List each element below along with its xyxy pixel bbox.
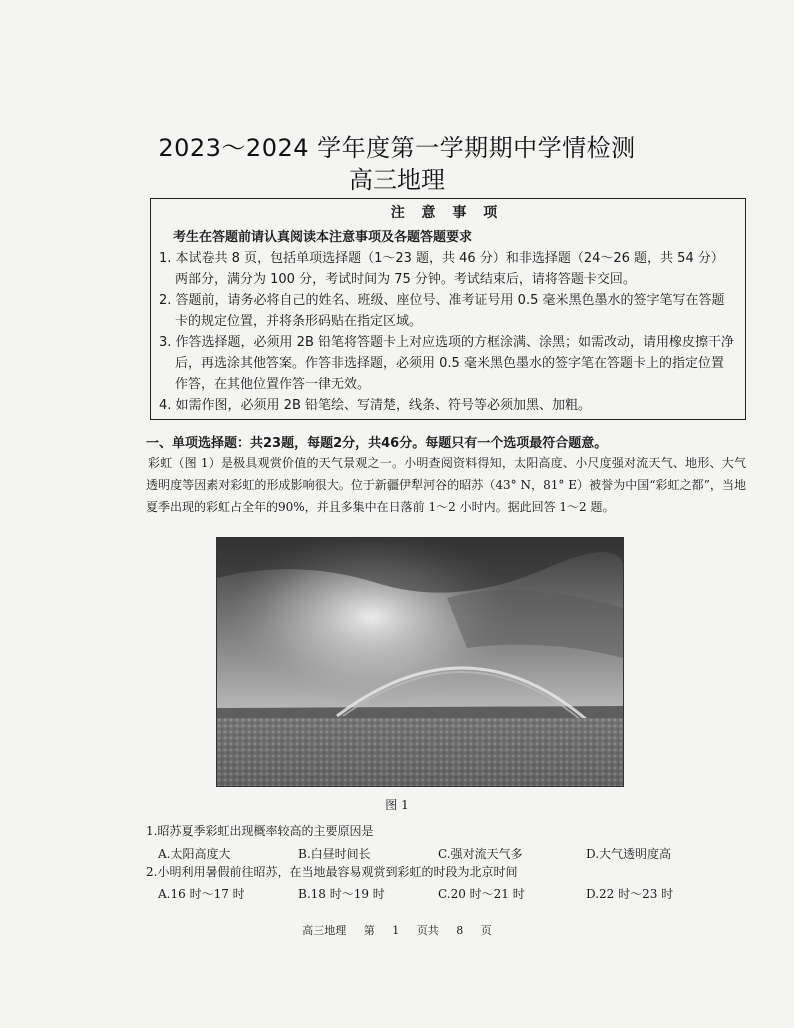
question-2-stem: 2.小明利用暑假前往昭苏，在当地最容易观赏到彩虹的时段为北京时间 xyxy=(146,865,518,879)
rainbow-photo xyxy=(216,537,624,787)
question-2-option-d: D.22 时～23 时 xyxy=(586,887,674,901)
rainbow-photo-image xyxy=(217,538,623,786)
notice-item-4: 4. 如需作图，必须用 2B 铅笔绘、写清楚，线条、符号等必须加黑、加粗。 xyxy=(159,398,591,413)
notice-item-2: 2. 答题前，请务必将自己的姓名、班级、座位号、准考证号用 0.5 毫米黑色墨水的签字笔写在答题卡的规定位置，并将条形码贴在指定区域。 xyxy=(159,293,725,329)
question-1-option-a: A.太阳高度大 xyxy=(158,847,231,861)
notice-item-1: 1. 本试卷共 8 页，包括单项选择题（1～23 题，共 46 分）和非选择题（24～26 题，共 54 分）两部分，满分为 100 分，考试时间为 75 分钟。考试结束后，请将答题卡交回。 xyxy=(159,251,724,287)
question-2-option-a: A.16 时～17 时 xyxy=(158,887,245,901)
section-heading: 一、单项选择题：共23题，每题2分，共46分。每题只有一个选项最符合题意。 xyxy=(146,436,608,451)
notice-intro: 考生在答题前请认真阅读本注意事项及各题答题要求 xyxy=(173,230,473,245)
figure-caption: 图 1 xyxy=(385,798,409,812)
footer-page-number: 第 1 页共 8 页 xyxy=(363,924,492,937)
question-1-option-d: D.大气透明度高 xyxy=(586,847,672,861)
notice-heading: 注 意 事 项 xyxy=(390,205,504,221)
notice-box xyxy=(150,198,746,420)
question-2-option-b: B.18 时～19 时 xyxy=(298,887,385,901)
question-1-stem: 1.昭苏夏季彩虹出现概率较高的主要原因是 xyxy=(146,824,374,838)
question-2-option-c: C.20 时～21 时 xyxy=(438,887,525,901)
reading-passage: 彩虹（图 1）是极具观赏价值的天气景观之一。小明查阅资料得知，太阳高度、小尺度强对流天气、地形、大气透明度等因素对彩虹的形成影响很大。位于新疆伊犁河谷的昭苏（43° N，81° E）被誉为中国“彩虹之都”，当地夏季出现的彩虹占全年的90%，并且多集中在日落前 1～2 小时内。据此回答 1～2 题。 xyxy=(146,456,746,514)
page-footer xyxy=(0,922,794,938)
exam-title: 2023～2024 学年度第一学期期中学情检测 xyxy=(158,134,636,162)
question-1-option-c: C.强对流天气多 xyxy=(438,847,523,861)
question-1-option-b: B.白昼时间长 xyxy=(298,847,371,861)
notice-item-3: 3. 作答选择题，必须用 2B 铅笔将答题卡上对应选项的方框涂满、涂黑；如需改动，请用橡皮擦干净后，再选涂其他答案。作答非选择题，必须用 0.5 毫米黑色墨水的签字笔在答题卡上的指定位置作答，在其他位置作答一律无效。 xyxy=(159,335,734,392)
footer-subject: 高三地理 xyxy=(302,924,347,937)
exam-subject: 高三地理 xyxy=(349,166,445,194)
